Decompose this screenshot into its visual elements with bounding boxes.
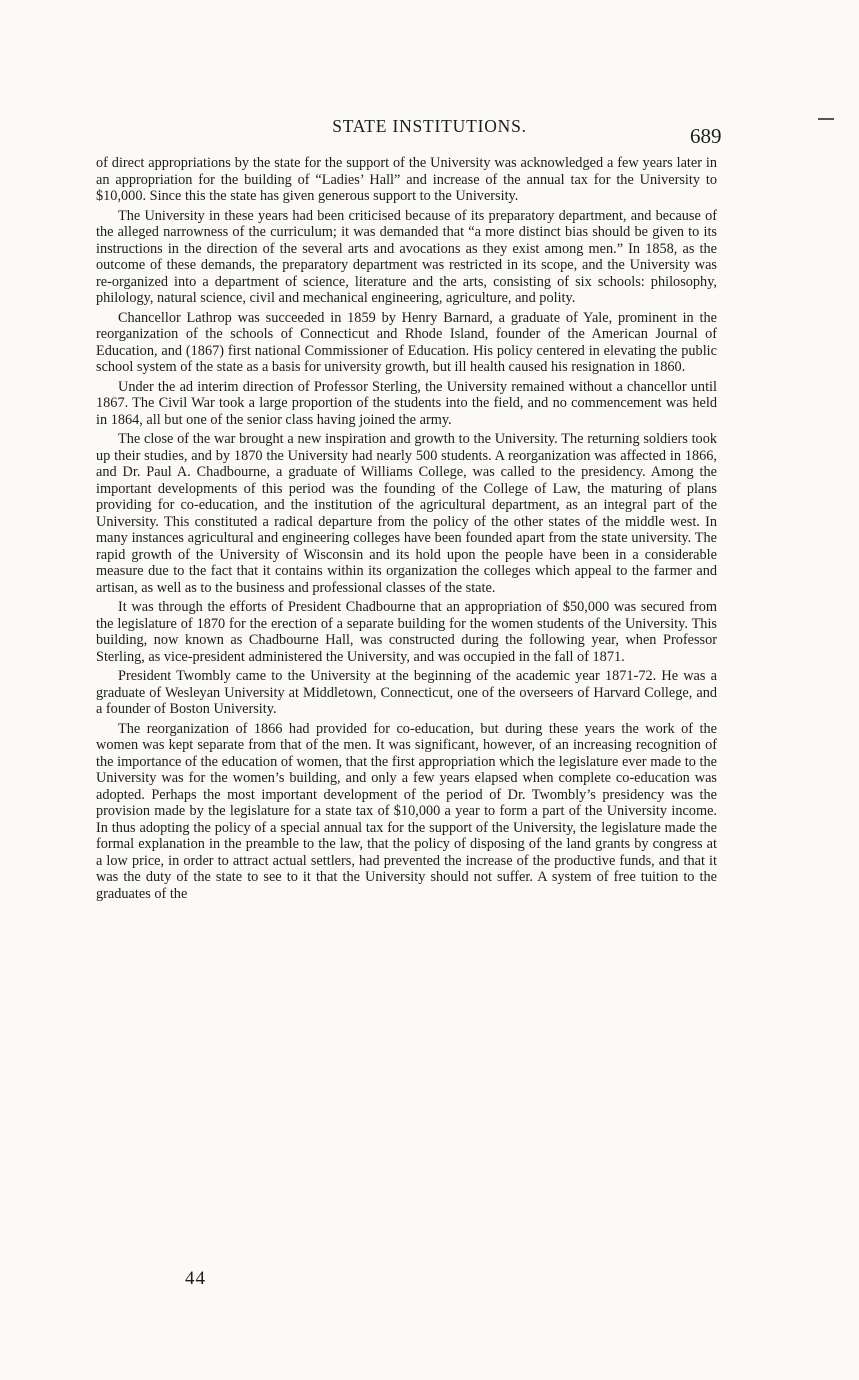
paragraph-4: Under the ad interim direction of Professor Sterling, the University remained without a chancellor until 1867. The Civil War took a large proportion of the students into the field, and no commencement was held in 1864, all but one of the senior class having joined the army.	[96, 378, 717, 428]
paragraph-8: The reorganization of 1866 had provided for co-education, but during these years the work of the women was kept separate from that of the men. It was significant, however, of an increasing recognition of the importance of the education of women, that the first appropriation which the legislature ever made to the University was for the women’s building, and only a few years elapsed when complete co-education was adopted. Perhaps the most important development of the period of Dr. Twombly’s presidency was the provision made by the legislature for a state tax of $10,000 a year to form a part of the University income. In thus adopting the policy of a special annual tax for the support of the University, the legislature made the formal explanation in the preamble to the law, that the policy of disposing of the land grants by congress at a low price, in order to attract actual settlers, had prevented the increase of the productive funds, and that it was the duty of the state to see to it that the University should not suffer. A system of free tuition to the graduates of the	[96, 720, 717, 902]
paragraph-2: The University in these years had been criticised because of its preparatory department, and because of the alleged narrowness of the curriculum; it was demanded that “a more distinct bias should be given to its instructions in the direction of the several arts and avocations as they exist among men.” In 1858, as the outcome of these demands, the preparatory department was restricted in its scope, and the University was re-organized into a department of science, literature and the arts, consisting of six schools: philosophy, philology, natural science, civil and mechanical engineering, agriculture, and polity.	[96, 207, 717, 306]
body-text	[96, 155, 717, 905]
paragraph-5: The close of the war brought a new inspiration and growth to the University. The returning soldiers took up their studies, and by 1870 the University had nearly 500 students. A reorganization was affected in 1866, and Dr. Paul A. Chadbourne, a graduate of Williams College, was called to the presidency. Among the important developments of this period was the founding of the College of Law, the maturing of plans providing for co-education, and the institution of the agricultural department, as an integral part of the University. This constituted a radical departure from the policy of the other states of the middle west. In many instances agricultural and engineering colleges have been founded apart from the state university. The rapid growth of the University of Wisconsin and its hold upon the people have been in a considerable measure due to the fact that it contains within its organization the colleges which appeal to the farmer and artisan, as well as to the business and professional classes of the state.	[96, 431, 717, 596]
margin-mark	[818, 118, 834, 120]
signature-mark: 44	[185, 1268, 206, 1289]
paragraph-3: Chancellor Lathrop was succeeded in 1859 by Henry Barnard, a graduate of Yale, prominent in the reorganization of the schools of Connecticut and Rhode Island, founder of the American Journal of Education, and (1867) first national Commissioner of Education. His policy centered in elevating the public school system of the state as a basis for university growth, but ill health caused his resignation in 1860.	[96, 309, 717, 375]
running-header-title: STATE INSTITUTIONS.	[332, 116, 527, 136]
paragraph-6: It was through the efforts of President Chadbourne that an appropriation of $50,000 was secured from the legislature of 1870 for the erection of a separate building for the women students of the University. This building, now known as Chadbourne Hall, was constructed during the following year, when Professor Sterling, as vice-president administered the University, and was occupied in the fall of 1871.	[96, 599, 717, 665]
page-number: 689	[690, 124, 722, 148]
paragraph-1: of direct appropriations by the state for the support of the University was acknowledged a few years later in an appropriation for the building of “Ladies’ Hall” and increase of the annual tax for the University to $10,000. Since this the state has given generous support to the University.	[96, 155, 717, 204]
paragraph-7: President Twombly came to the University at the beginning of the academic year 1871-72. He was a graduate of Wesleyan University at Middletown, Connecticut, one of the overseers of Harvard College, and a founder of Boston University.	[96, 668, 717, 717]
